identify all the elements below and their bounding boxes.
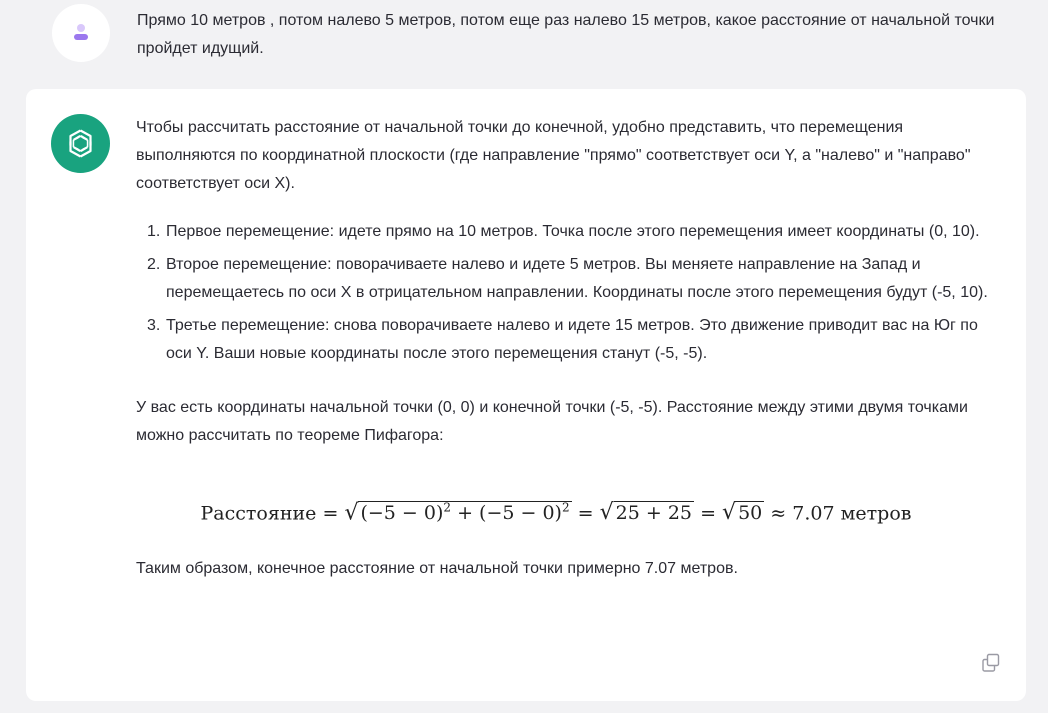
assistant-message-card xyxy=(26,89,1026,701)
formula-term-1: (−5 − 0) xyxy=(360,502,444,525)
formula-equals: = xyxy=(322,502,339,525)
assistant-avatar xyxy=(51,114,110,173)
formula-value: 7.07 xyxy=(792,502,835,525)
list-item: Первое перемещение: идете прямо на 10 метров. Точка после этого перемещения имеет координаты (0, 10). xyxy=(166,223,980,240)
copy-button[interactable] xyxy=(979,651,1003,675)
user-message-row xyxy=(0,0,1048,89)
user-avatar xyxy=(52,4,110,62)
user-icon xyxy=(72,23,90,43)
formula-exp-1: 2 xyxy=(443,501,452,515)
distance-formula xyxy=(136,488,1001,533)
list-item: Второе перемещение: поворачиваете налево и идете 5 метров. Вы меняете направление на Запад и перемещаетесь по оси X в отрицательном направлении. Координаты после этого перемещения будут (-5, 10). xyxy=(166,256,988,301)
openai-logo-icon xyxy=(64,127,97,160)
formula-approx: ≈ xyxy=(770,502,787,525)
formula-term-2: (−5 − 0) xyxy=(479,502,562,525)
steps-list xyxy=(136,218,1001,368)
formula-exp-2: 2 xyxy=(561,501,570,515)
assistant-message-body xyxy=(136,114,1001,583)
sqrt-expression-1: √ $(-5 - 0)^2 + (-5 - 0)^2$ xyxy=(344,500,570,526)
final-paragraph: Таким образом, конечное расстояние от начальной точки примерно 7.07 метров. xyxy=(136,560,738,578)
list-item: Третье перемещение: снова поворачиваете налево и идете 15 метров. Это движение приводит вас на Юг по оси Y. Ваши новые координаты после этого перемещения станут (-5, -5). xyxy=(166,317,978,362)
copy-icon xyxy=(979,651,1003,675)
user-message-text: Прямо 10 метров , потом налево 5 метров, потом еще раз налево 15 метров, какое расстояние от начальной точки пройдет идущий. xyxy=(137,12,995,57)
formula-label: Расстояние xyxy=(200,502,317,525)
conclusion-paragraph: У вас есть координаты начальной точки (0, 0) и конечной точки (-5, -5). Расстояние между этими двумя точками можно рассчитать по теореме Пифагора: xyxy=(136,399,968,444)
formula-unit: метров xyxy=(840,502,912,525)
intro-paragraph: Чтобы рассчитать расстояние от начальной точки до конечной, удобно представить, что перемещения выполняются по координатной плоскости (где направление "прямо" соответствует оси Y, а "налево" и "направо" соответствует оси X). xyxy=(136,119,971,192)
sqrt-expression-2: √ 25 + 25 xyxy=(599,500,693,526)
formula-plus: + xyxy=(457,502,473,525)
formula-equals: = xyxy=(700,502,716,525)
formula-fifty: 50 xyxy=(738,502,763,525)
formula-equals: = xyxy=(577,502,594,525)
sqrt-expression-3: √ 50 xyxy=(722,500,763,526)
formula-sum: 25 + 25 xyxy=(615,502,693,525)
